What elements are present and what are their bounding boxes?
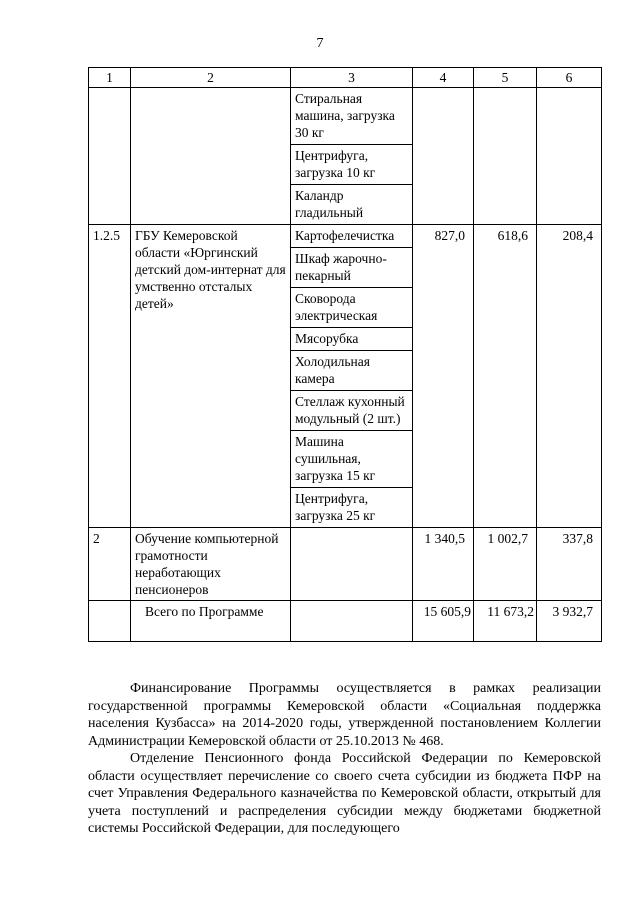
- amount-cell: 1 340,5: [413, 528, 474, 601]
- table-header-row: [89, 68, 602, 88]
- equipment-item: Центрифуга, загрузка 10 кг: [291, 144, 412, 184]
- paragraph: Финансирование Программы осуществляется в рамках реализации государственной программы Кемеровской области «Социальная поддержка населения Кузбасса» на 2014-2020 годы, утвержденной постановлением Коллегии Администрации Кемеровской области от 25.10.2013 № 468.: [88, 681, 601, 749]
- equipment-list: [291, 225, 413, 528]
- amount-cell: 827,0: [413, 225, 474, 528]
- equipment-item: Холодильная камера: [291, 350, 412, 390]
- body-text: [88, 680, 601, 838]
- total-amount: 11 673,2: [474, 601, 537, 642]
- equipment-item: Стеллаж кухонный модульный (2 шт.): [291, 390, 412, 430]
- equipment-item: Каландр гладильный: [291, 184, 412, 224]
- total-row: [89, 601, 602, 642]
- equipment-item: Центрифуга, загрузка 25 кг: [291, 487, 412, 527]
- header-cell: 3: [291, 68, 413, 88]
- header-cell: 6: [537, 68, 602, 88]
- header-cell: 2: [131, 68, 291, 88]
- header-cell: 1: [89, 68, 131, 88]
- table-row: [89, 225, 602, 528]
- total-amount: 3 932,7: [537, 601, 602, 642]
- total-label: Всего по Программе: [131, 601, 291, 642]
- total-amount: 15 605,9: [413, 601, 474, 642]
- amount-cell: 208,4: [537, 225, 602, 528]
- header-cell: 4: [413, 68, 474, 88]
- table-row: [89, 528, 602, 601]
- row-number: 1.2.5: [89, 225, 131, 528]
- equipment-item: Мясорубка: [291, 327, 412, 350]
- row-number: 2: [89, 528, 131, 601]
- paragraph: Отделение Пенсионного фонда Российской Федерации по Кемеровской области осуществляет перечисление со своего счета субсидии из бюджета ПФР на счет Управления Федерального казначейства по Кемеровской области, открытый для учета поступлений и распределения субсидии между бюджетами бюджетной системы Российской Федерации, для последующего: [88, 751, 601, 836]
- equipment-item: Машина сушильная, загрузка 15 кг: [291, 430, 412, 487]
- program-funding-table: [88, 67, 602, 642]
- amount-cell: 618,6: [474, 225, 537, 528]
- equipment-item: Шкаф жарочно-пекарный: [291, 247, 412, 287]
- table-row: [89, 88, 602, 225]
- amount-cell: 337,8: [537, 528, 602, 601]
- equipment-list: [291, 88, 413, 225]
- equipment-item: Стиральная машина, загрузка 30 кг: [295, 91, 395, 140]
- header-cell: 5: [474, 68, 537, 88]
- page-number: 7: [316, 36, 324, 51]
- activity-name: Обучение компьютерной грамотности неработающих пенсионеров: [131, 528, 291, 601]
- institution-name: ГБУ Кемеровской области «Юргинский детский дом-интернат для умственно отсталых детей»: [131, 225, 291, 528]
- equipment-item: Картофелечистка: [295, 228, 395, 243]
- equipment-item: Сковорода электрическая: [291, 287, 412, 327]
- amount-cell: 1 002,7: [474, 528, 537, 601]
